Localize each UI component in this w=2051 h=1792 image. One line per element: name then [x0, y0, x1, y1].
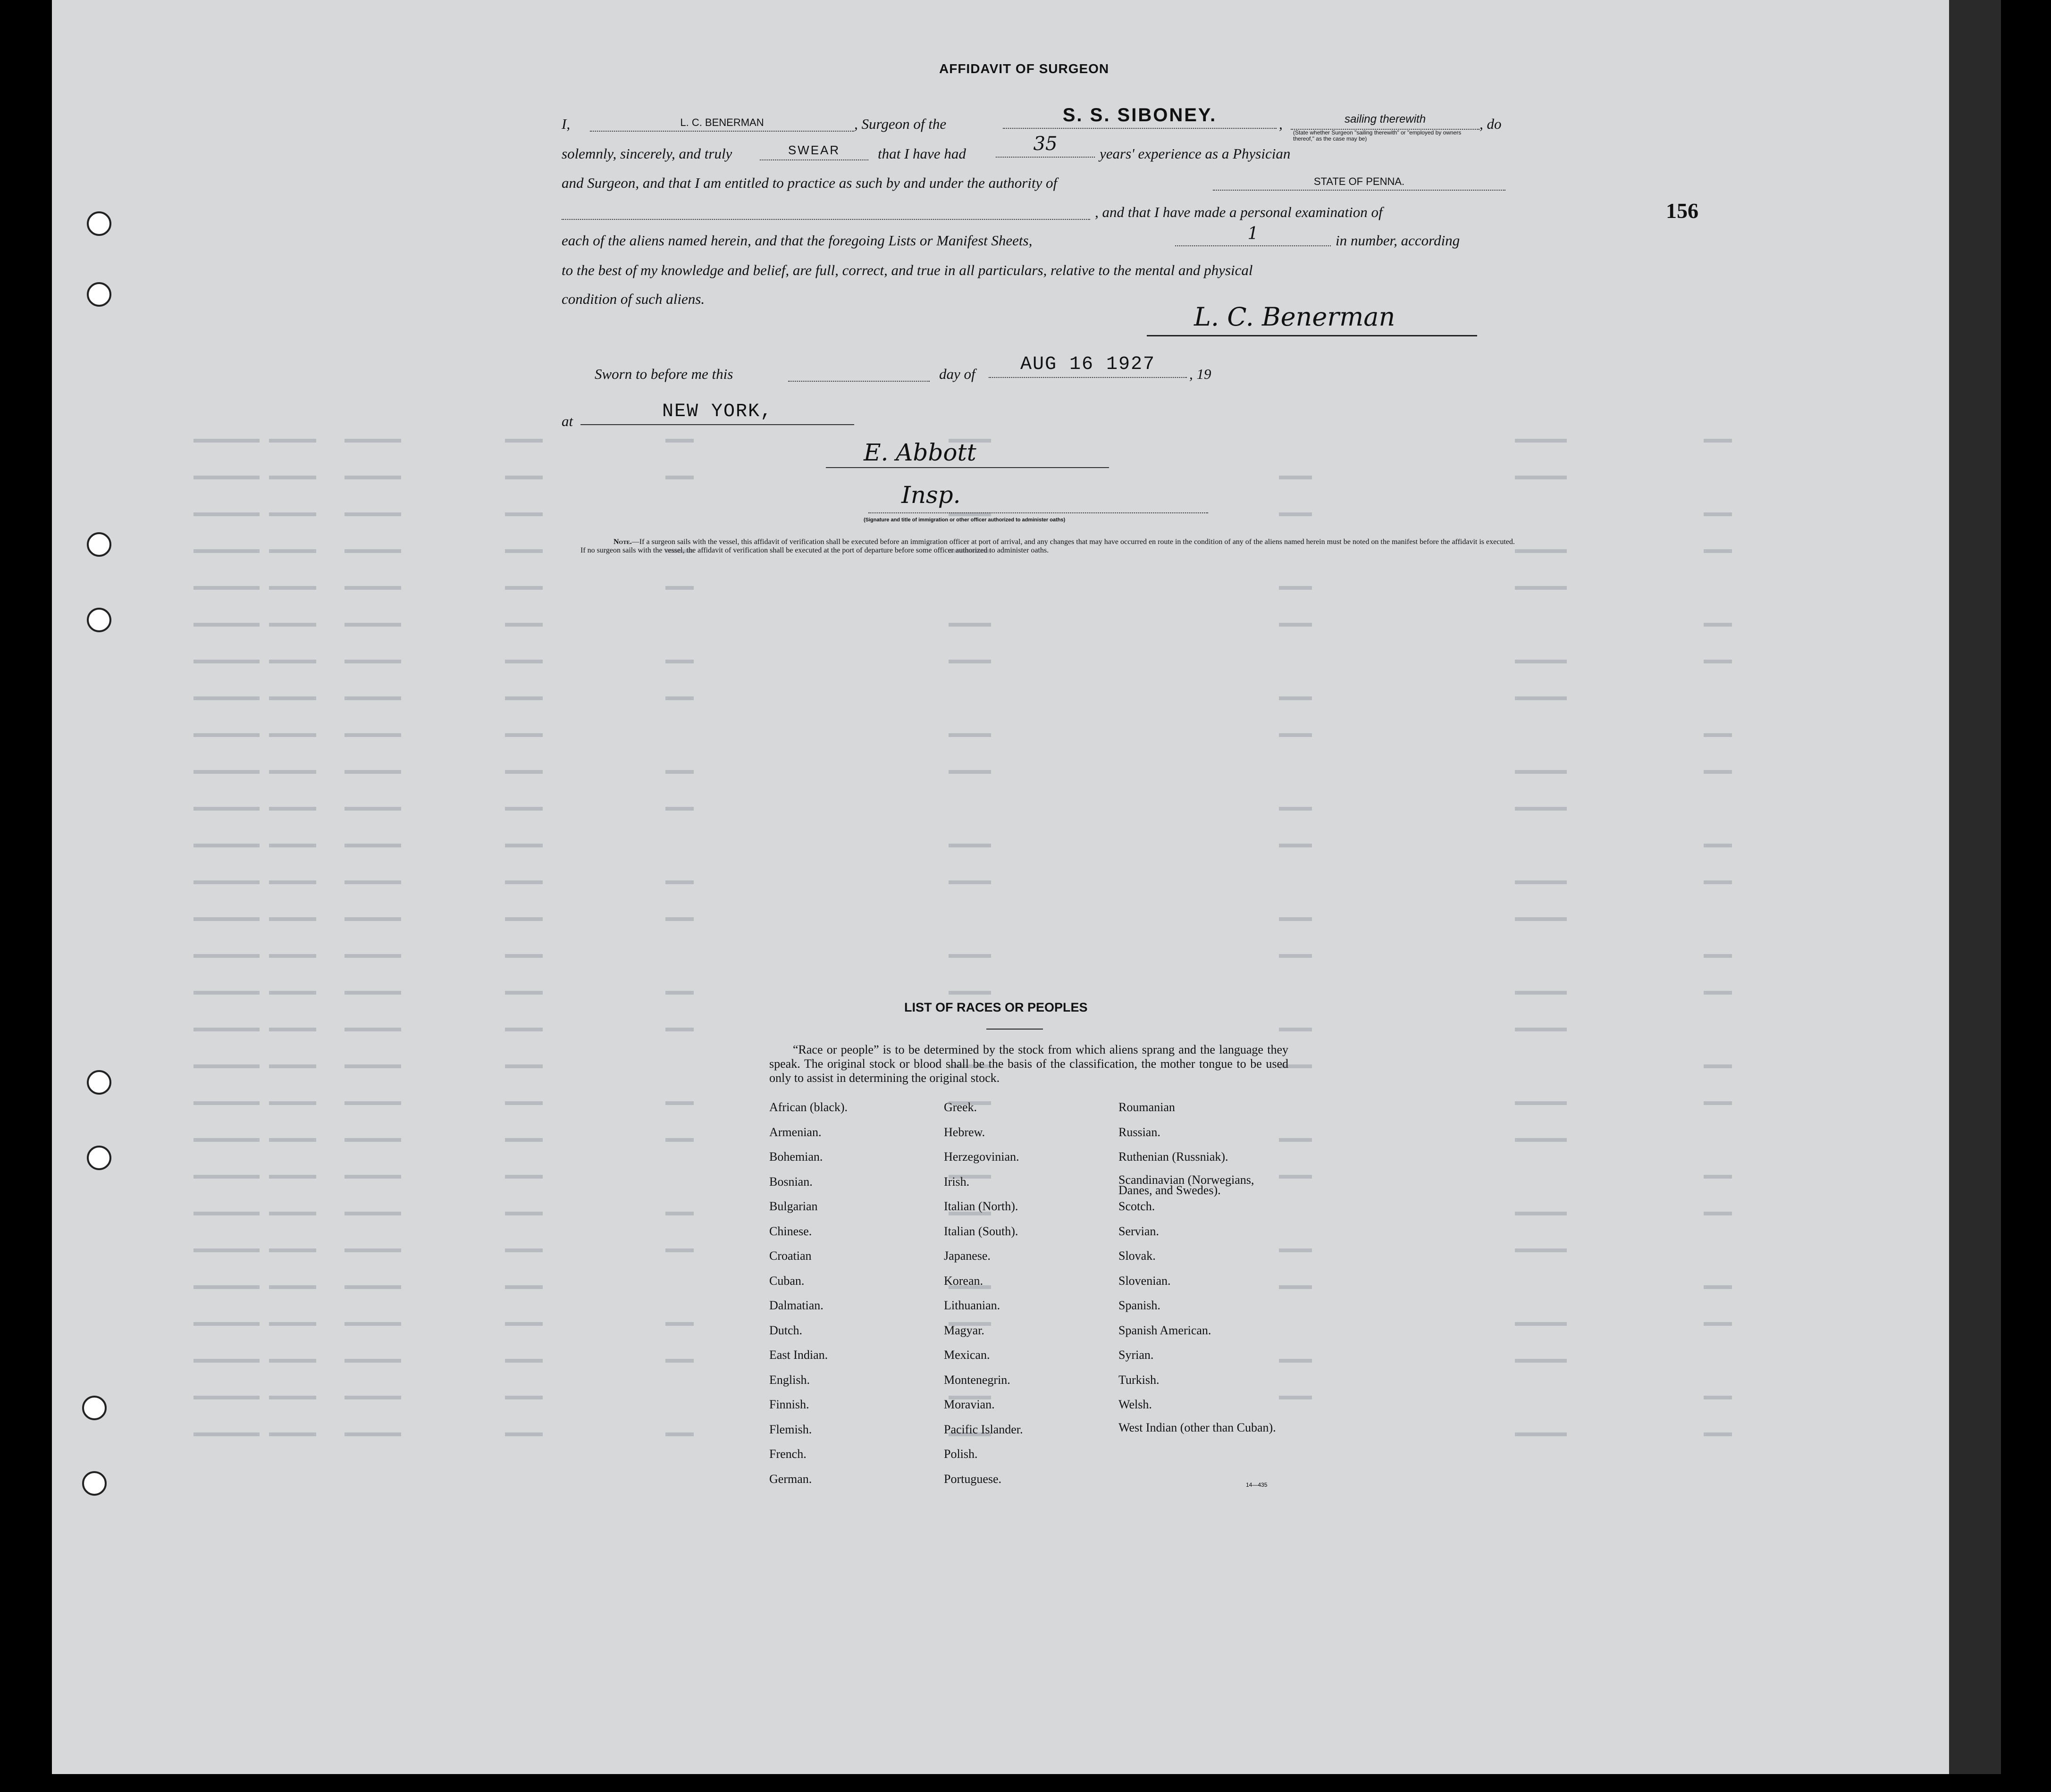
race-item: Magyar.: [944, 1323, 984, 1337]
race-item: Dalmatian.: [769, 1298, 824, 1312]
binder-hole: [87, 282, 111, 307]
surgeon-signature-line: [1147, 335, 1477, 336]
race-item: Chinese.: [769, 1224, 812, 1238]
race-item: Ruthenian (Russniak).: [1118, 1150, 1228, 1164]
races-column-1: [769, 1100, 939, 1497]
affidavit-note: Note.—If a surgeon sails with the vessel, this affidavit of verification shall be executed before an immigration officer at port of arrival, and any changes that may have occurred en route in the condition of any of the aliens named herein must be noted on the manifest before the affidavit is executed. If no surgeon sails with the vessel, the affidavit of verification shall be executed at the port of departure before some officer authorized to administer oaths.: [580, 538, 1515, 554]
race-item: Pacific Islander.: [944, 1422, 1023, 1436]
race-item: Korean.: [944, 1273, 983, 1288]
race-item: East Indian.: [769, 1348, 828, 1362]
ghost-row: [208, 733, 1765, 738]
title-rule: [986, 1029, 1043, 1030]
years-field: 35: [996, 139, 1095, 158]
ghost-row: [208, 844, 1765, 848]
ghost-row: [208, 807, 1765, 812]
ghost-row: [208, 476, 1765, 480]
surgeon-name-field: L. C. BENERMAN: [590, 113, 854, 132]
sheet-count-field: 1: [1175, 227, 1331, 246]
race-item: West Indian (other than Cuban).: [1118, 1420, 1276, 1434]
ghost-row: [208, 880, 1765, 885]
race-item: German.: [769, 1472, 812, 1486]
affidavit-line-4: , and that I have made a personal examination of: [562, 204, 1505, 232]
binder-hole: [82, 1396, 107, 1420]
race-item: Bosnian.: [769, 1174, 813, 1189]
race-item: Moravian.: [944, 1398, 995, 1411]
races-column-3: [1118, 1100, 1288, 1447]
race-item: Lithuanian.: [944, 1298, 1000, 1312]
ghost-row: [208, 770, 1765, 775]
ghost-row: [208, 623, 1765, 628]
race-item: Slovak.: [1118, 1249, 1156, 1263]
race-item: Bulgarian: [769, 1199, 818, 1213]
races-column-2: [944, 1100, 1114, 1497]
race-item: Welsh.: [1118, 1398, 1152, 1411]
race-item: Flemish.: [769, 1422, 812, 1436]
form-number: 14—435: [1246, 1482, 1268, 1488]
vessel-field: S. S. SIBONEY.: [1003, 110, 1277, 129]
oath-field: SWEAR: [760, 142, 868, 160]
authority-continued-field: [562, 201, 1090, 220]
race-item: Portuguese.: [944, 1472, 1002, 1486]
surgeon-signature: L. C. Benerman: [1194, 302, 1395, 332]
ghost-row: [208, 954, 1765, 959]
binder-hole: [87, 532, 111, 557]
race-item: Scotch.: [1118, 1199, 1155, 1213]
at-line: at NEW YORK,: [562, 413, 1505, 441]
officer-signature: E. Abbott: [864, 439, 976, 466]
officer-title: Insp.: [901, 481, 961, 509]
race-item: Dutch.: [769, 1323, 803, 1337]
affidavit-line-5: each of the aliens named herein, and that the foregoing Lists or Manifest Sheets, 1 in number, according: [562, 224, 1460, 249]
race-item: Italian (North).: [944, 1199, 1018, 1213]
sworn-line: Sworn to before me this day of AUG 16 1927 , 19: [595, 354, 1211, 382]
affidavit-line-3: and Surgeon, and that I am entitled to practice as such by and under the authority of STATE OF PENNA.: [562, 175, 1505, 203]
race-item: Servian.: [1118, 1224, 1159, 1238]
races-intro: “Race or people” is to be determined by the stock from which aliens sprang and the language they speak. The original stock or blood shall be the basis of the classification, the mother tongue to be used only to assist in determining the original stock.: [769, 1043, 1288, 1085]
officer-signature-line: [826, 467, 1109, 468]
race-item: French.: [769, 1447, 807, 1461]
race-item: Irish.: [944, 1174, 970, 1189]
race-item: Roumanian: [1118, 1100, 1175, 1114]
race-item: Syrian.: [1118, 1348, 1154, 1362]
binder-hole: [87, 1070, 111, 1095]
ghost-row: [208, 696, 1765, 701]
manifest-sheet: [52, 0, 1949, 1774]
sworn-day-field: [788, 363, 930, 382]
race-item: Spanish American.: [1118, 1323, 1211, 1337]
race-item: Scandinavian (Norwegians, Danes, and Swedes).: [1118, 1172, 1254, 1197]
race-item: Bohemian.: [769, 1150, 823, 1164]
race-item: Japanese.: [944, 1249, 991, 1263]
race-item: Slovenian.: [1118, 1273, 1171, 1288]
page-number: 156: [1666, 199, 1698, 223]
binder-hole: [87, 211, 111, 236]
ghost-row: [208, 917, 1765, 922]
affidavit-line-1: I, L. C. BENERMAN , Surgeon of the S. S. SIBONEY. , sailing therewith (State whether Surgeon "sailing therewith" or "employed by owners thereof," as the case may be) , do: [562, 105, 1502, 142]
sworn-date-field: AUG 16 1927: [989, 359, 1187, 378]
race-item: African (black).: [769, 1100, 848, 1114]
race-item: Greek.: [944, 1100, 977, 1114]
ghost-row: [208, 991, 1765, 996]
ghost-row: [208, 586, 1765, 591]
authority-field: STATE OF PENNA.: [1213, 172, 1505, 191]
binder-hole: [87, 608, 111, 632]
race-item: English.: [769, 1373, 810, 1387]
race-item: Armenian.: [769, 1125, 822, 1139]
race-item: Herzegovinian.: [944, 1150, 1019, 1164]
race-item: Hebrew.: [944, 1125, 985, 1139]
binder-hole: [82, 1471, 107, 1496]
affidavit-line-2: solemnly, sincerely, and truly SWEAR that I have had 35 years' experience as a Physician: [562, 133, 1291, 162]
race-item: Polish.: [944, 1447, 978, 1461]
race-item: Montenegrin.: [944, 1373, 1010, 1387]
affidavit-title: AFFIDAVIT OF SURGEON: [939, 61, 1110, 76]
races-title: LIST OF RACES OR PEOPLES: [904, 1000, 1088, 1014]
binder-hole: [87, 1146, 111, 1170]
race-item: Cuban.: [769, 1273, 805, 1288]
race-item: Croatian: [769, 1249, 812, 1263]
race-item: Turkish.: [1118, 1373, 1160, 1387]
place-field: NEW YORK,: [580, 406, 854, 425]
sailing-field: sailing therewith: [1291, 111, 1479, 130]
race-item: Spanish.: [1118, 1298, 1160, 1312]
race-item: Italian (South).: [944, 1224, 1018, 1238]
officer-caption: (Signature and title of immigration or other officer authorized to administer oaths): [864, 517, 1066, 523]
officer-title-line: [868, 512, 1208, 513]
affidavit-line-7: condition of such aliens.: [562, 291, 705, 307]
race-item: Mexican.: [944, 1348, 990, 1362]
affidavit-line-6: to the best of my knowledge and belief, are full, correct, and true in all particulars, relative to the mental and physical: [562, 262, 1253, 278]
race-item: Finnish.: [769, 1398, 809, 1411]
race-item: Russian.: [1118, 1125, 1160, 1139]
ghost-row: [208, 660, 1765, 664]
binding-edge: [1949, 0, 2001, 1774]
